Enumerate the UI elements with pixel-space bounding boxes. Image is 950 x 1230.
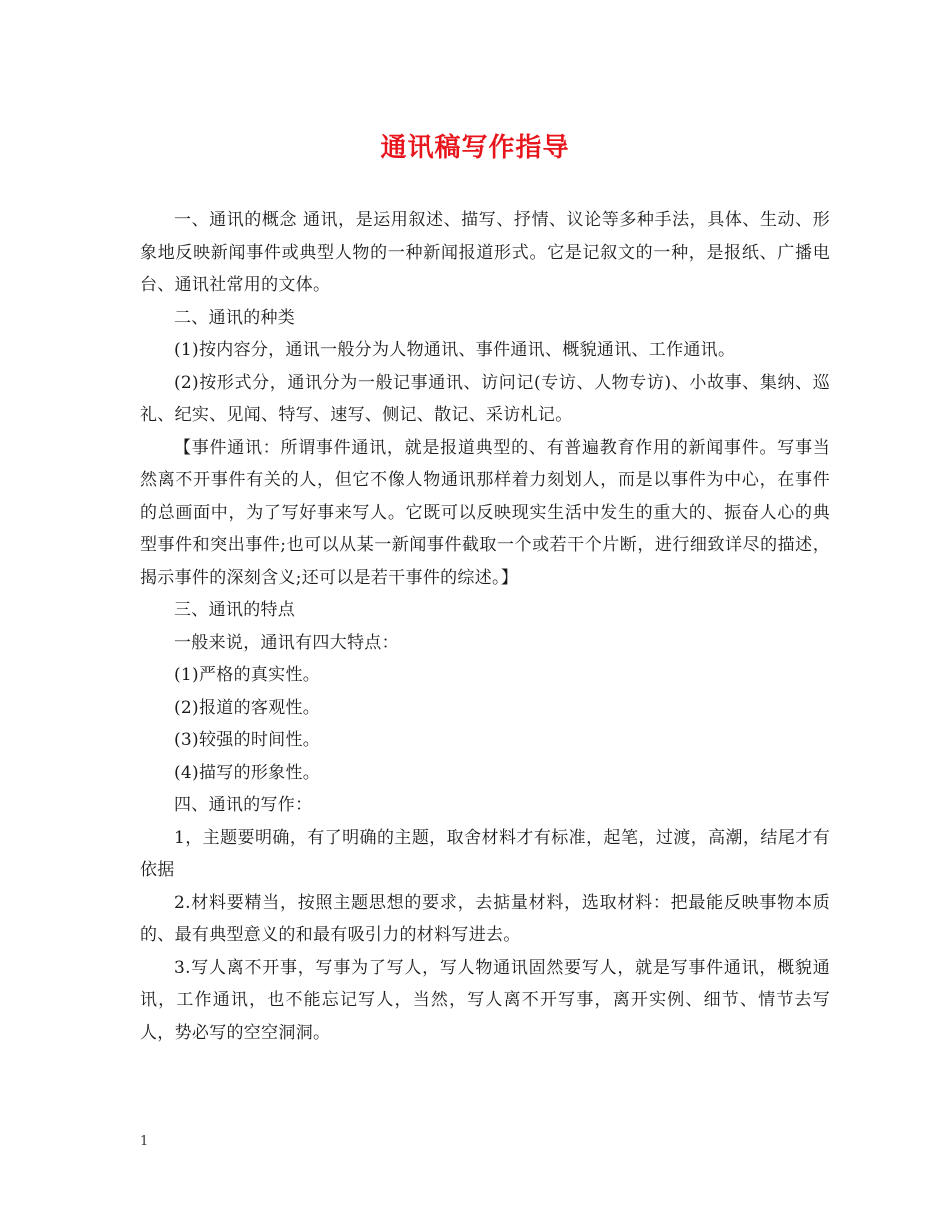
- list-item-feature-4: (4)描写的形象性。: [174, 762, 321, 783]
- paragraph-types-form: (2)按形式分，通讯分为一般记事通讯、访问记(专访、人物专访)、小故事、集纳、巡礼、纪实、见闻、特写、速写、侧记、散记、采访札记。: [140, 372, 830, 425]
- heading-types: 二、通讯的种类: [174, 307, 296, 328]
- page-number: 1: [140, 1134, 149, 1149]
- document-title: 通讯稿写作指导: [380, 133, 570, 163]
- paragraph-writing-1: 1，主题要明确，有了明确的主题，取舍材料才有标准，起笔，过渡，高潮，结尾才有依据: [140, 827, 830, 880]
- heading-writing: 四、通讯的写作：: [174, 795, 313, 815]
- paragraph-writing-2: 2.材料要精当，按照主题思想的要求，去掂量材料，选取材料：把最能反映事物本质的、最有典型意义的和最有吸引力的材料写进去。: [140, 892, 830, 945]
- paragraph-features-intro: 一般来说，通讯有四大特点：: [174, 632, 399, 653]
- list-item-feature-1: (1)严格的真实性。: [174, 665, 321, 685]
- list-item-feature-3: (3)较强的时间性。: [174, 730, 321, 750]
- heading-features: 三、通讯的特点: [174, 600, 296, 620]
- paragraph-event-news: 【事件通讯：所谓事件通讯，就是报道典型的、有普遍教育作用的新闻事件。写事当然离不开事件有关的人，但它不像人物通讯那样着力刻划人，而是以事件为中心，在事件的总画面中，为了写好事来写人。它既可以反映现实生活中发生的重大的、振奋人心的典型事件和突出事件;也可以从某一新闻事件截取一个或若干个片断，进行细致详尽的描述，揭示事件的深刻含义;还可以是若干事件的综述。】: [140, 437, 830, 588]
- paragraph-types-content: (1)按内容分，通讯一般分为人物通讯、事件通讯、概貌通讯、工作通讯。: [174, 340, 736, 360]
- paragraph-writing-3: 3.写人离不开事，写事为了写人，写人物通讯固然要写人，就是写事件通讯，概貌通讯，工作通讯，也不能忘记写人，当然，写人离不开写事，离开实例、细节、情节去写人，势必写的空空洞洞。: [140, 957, 830, 1043]
- paragraph-concept: 一、通讯的概念 通讯，是运用叙述、描写、抒情、议论等多种手法，具体、生动、形象地反映新闻事件或典型人物的一种新闻报道形式。它是记叙文的一种，是报纸、广播电台、通讯社常用的文体。: [140, 210, 830, 295]
- document-body: [140, 204, 830, 1049]
- list-item-feature-2: (2)报道的客观性。: [174, 697, 321, 718]
